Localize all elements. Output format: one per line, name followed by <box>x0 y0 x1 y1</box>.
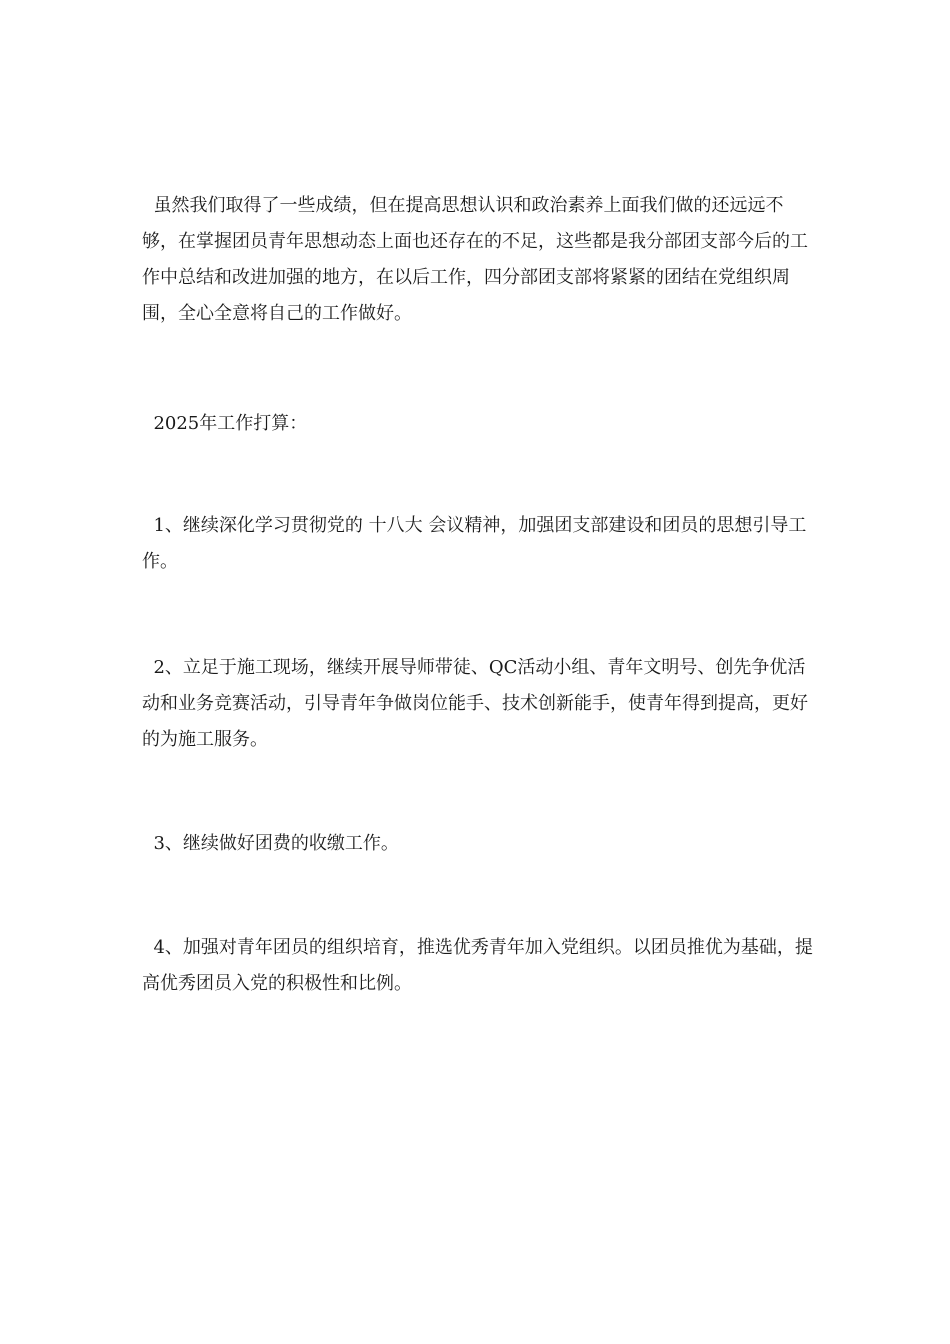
plan-item-1: 1、继续深化学习贯彻党的 十八大 会议精神，加强团支部建设和团员的思想引导工作。 <box>142 515 807 572</box>
plan-item-4: 4、加强对青年团员的组织培育，推选优秀青年加入党组织。以团员推优为基础，提高优秀团员入党的积极性和比例。 <box>142 937 813 994</box>
plan-heading: 2025年工作打算： <box>142 413 308 434</box>
plan-item-2: 2、立足于施工现场，继续开展导师带徒、QC活动小组、青年文明号、创先争优活动和业务竞赛活动，引导青年争做岗位能手、技术创新能手，使青年得到提高，更好的为施工服务。 <box>142 657 808 750</box>
plan-item-3: 3、继续做好团费的收缴工作。 <box>142 833 399 854</box>
summary-paragraph: 虽然我们取得了一些成绩，但在提高思想认识和政治素养上面我们做的还远远不够，在掌握团员青年思想动态上面也还存在的不足，这些都是我分部团支部今后的工作中总结和改进加强的地方，在以后工作，四分部团支部将紧紧的团结在党组织周围，全心全意将自己的工作做好。 <box>142 195 808 324</box>
